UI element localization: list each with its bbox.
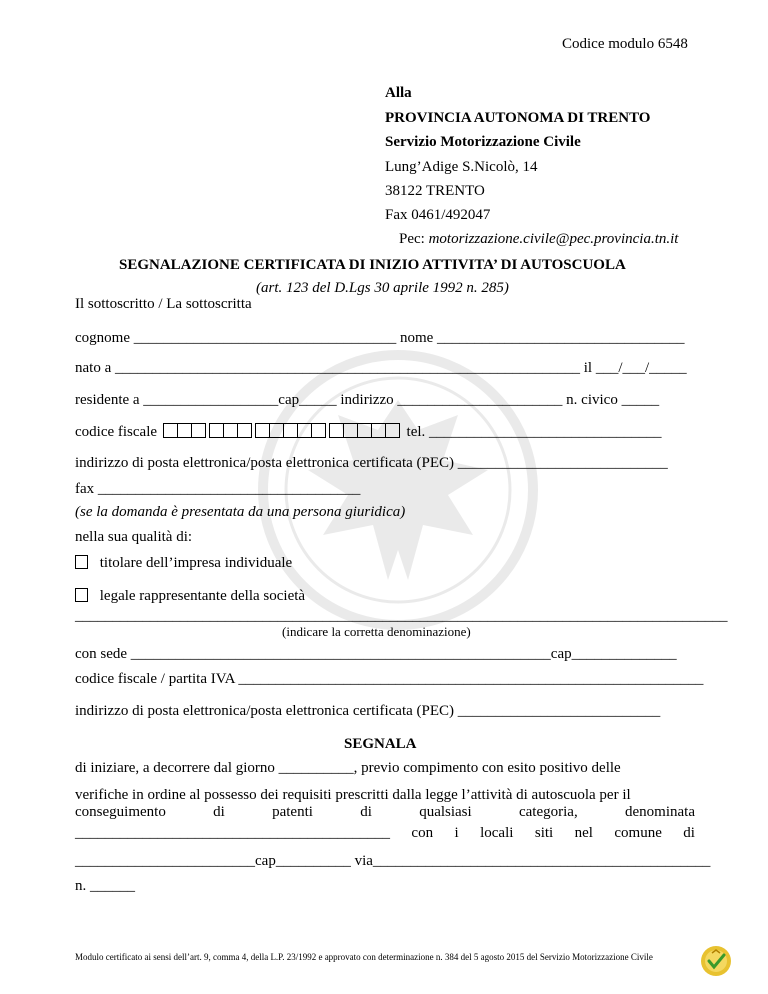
recipient-fax: Fax 0461/492047	[385, 207, 491, 223]
fax-field[interactable]: fax ___________________________________	[75, 481, 361, 497]
recipient-address: Lung’Adige S.Nicolò, 14	[385, 159, 538, 175]
segnala-heading: SEGNALA	[344, 736, 417, 752]
codice-fiscale-row	[75, 423, 662, 441]
option-titolare[interactable]	[75, 555, 292, 572]
word: siti	[534, 825, 554, 841]
pec-field[interactable]: indirizzo di posta elettronica/posta elettronica certificata (PEC) ___________________________	[75, 703, 661, 719]
word: conseguimento	[75, 804, 166, 820]
comune-cap-via-field[interactable]: ________________________cap__________ via_____________________________________________	[75, 853, 711, 869]
word: di	[360, 804, 372, 820]
form-code: Codice modulo 6548	[562, 36, 688, 52]
word: denominata	[625, 804, 695, 820]
segnala-line: di iniziare, a decorrere dal giorno __________, previo compimento con esito positivo delle	[75, 760, 621, 776]
footer-note: Modulo certificato ai sensi dell’art. 9, comma 4, della L.P. 23/1992 e approvato con determinazione n. 384 del 5 agosto 2015 del Servizio Motorizzazione Civile	[75, 952, 653, 962]
document-subtitle: (art. 123 del D.Lgs 30 aprile 1992 n. 285)	[256, 280, 509, 296]
residence-field[interactable]: residente a __________________cap_____ indirizzo ______________________ n. civico _____	[75, 392, 660, 408]
cf-piva-field[interactable]: codice fiscale / partita IVA ______________________________________________________________	[75, 671, 704, 687]
word: con	[411, 825, 434, 841]
cognome-nome-field[interactable]: cognome ___________________________________ nome _________________________________	[75, 330, 685, 346]
civic-number-field[interactable]: n. ______	[75, 878, 135, 894]
recipient-line: Alla	[385, 85, 412, 101]
document-title: SEGNALAZIONE CERTIFICATA DI INIZIO ATTIVITA’ DI AUTOSCUOLA	[119, 257, 626, 273]
recipient-pec	[399, 231, 678, 248]
birth-field[interactable]: nato a ______________________________________________________________ il ___/___/_____	[75, 360, 687, 376]
legal-entity-note: (se la domanda è presentata da una persona giuridica)	[75, 504, 406, 520]
pec-label: Pec:	[399, 231, 429, 247]
recipient-service: Servizio Motorizzazione Civile	[385, 134, 581, 150]
segnala-line: verifiche in ordine al possesso dei requisiti prescritti dalla legge l’attività di autoscuola per il	[75, 787, 631, 803]
segnala-line-justified	[75, 825, 695, 842]
word: di	[683, 825, 695, 841]
denominazione-field[interactable]: _______________________________________________________________________________________	[75, 608, 728, 624]
option-legale[interactable]	[75, 588, 305, 605]
legale-label: legale rappresentante della società	[99, 588, 306, 604]
titolare-label: titolare dell’impresa individuale	[99, 555, 293, 571]
recipient-province: PROVINCIA AUTONOMA DI TRENTO	[385, 110, 651, 126]
intro-text: Il sottoscritto / La sottoscritta	[75, 296, 252, 312]
word: locali	[480, 825, 514, 841]
titolare-checkbox[interactable]	[75, 555, 88, 569]
telephone-field[interactable]: tel. _______________________________	[406, 424, 662, 440]
qualita-label: nella sua qualità di:	[75, 529, 193, 545]
email-field[interactable]: indirizzo di posta elettronica/posta elettronica certificata (PEC) ____________________________	[75, 455, 668, 471]
legale-checkbox[interactable]	[75, 588, 88, 602]
word: i	[454, 825, 459, 841]
word: nel	[574, 825, 593, 841]
codice-fiscale-boxes[interactable]	[163, 424, 407, 440]
word: di	[213, 804, 225, 820]
denominazione-hint: (indicare la corretta denominazione)	[282, 624, 471, 639]
codice-fiscale-label: codice fiscale	[75, 424, 158, 440]
word: comune	[614, 825, 662, 841]
sede-field[interactable]: con sede ________________________________________________________cap______________	[75, 646, 677, 662]
pec-address-link[interactable]: motorizzazione.civile@pec.provincia.tn.it	[428, 231, 679, 247]
word: patenti	[272, 804, 313, 820]
denominata-field[interactable]: __________________________________________	[75, 825, 390, 841]
segnala-line-justified	[75, 804, 695, 821]
certification-logo-icon	[700, 945, 732, 977]
recipient-city: 38122 TRENTO	[385, 183, 485, 199]
word: qualsiasi	[419, 804, 472, 820]
word: categoria,	[518, 804, 578, 820]
